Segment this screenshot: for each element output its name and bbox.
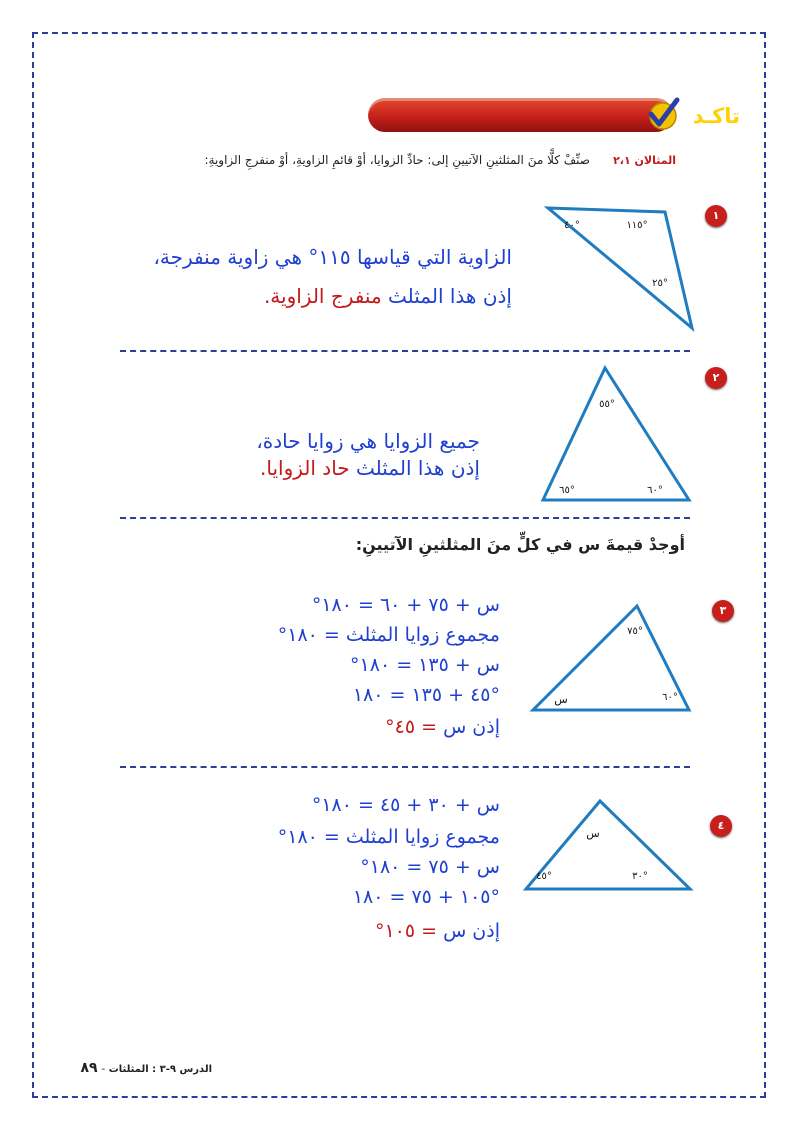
q4-result-value: = ١٠٥°: [374, 920, 438, 942]
question-number-1: ١: [705, 205, 727, 227]
checkmark-icon: [641, 94, 681, 134]
triangle-2: [535, 362, 695, 507]
triangle-4-angle-left: ٤٥°: [536, 871, 552, 882]
q3-step-3: س + ١٣٥ = ١٨٠°: [350, 654, 500, 676]
triangle-3-angle-left: س: [554, 693, 568, 706]
q2-conclusion-prefix: إذن هذا المثلث: [349, 456, 480, 480]
q4-result-prefix: إذن س: [437, 920, 500, 942]
q4-result: [200, 916, 500, 946]
triangle-2-angle-top: ٥٥°: [599, 399, 615, 410]
page-footer: الدرس ٩-٣ : المثلثات - ٨٩: [80, 1060, 212, 1076]
q3-result: [180, 712, 500, 742]
triangle-3-angle-right: ٦٠°: [662, 692, 678, 703]
section-heading: أوجدْ قيمةَ س في كلٍّ منَ المثلثينِ الآتيينِ:: [355, 535, 685, 554]
triangle-1: [540, 200, 700, 335]
banner-title: تاكـد: [692, 104, 740, 128]
separator-3: [120, 766, 690, 768]
q1-conclusion-prefix: إذن هذا المثلث: [381, 284, 512, 308]
triangle-3: [525, 598, 695, 718]
q1-answer: منفرج الزاوية.: [263, 284, 382, 308]
q2-explanation: جميع الزوايا هي زوايا حادة،: [256, 429, 480, 453]
q3-step-1: س + ٧٥ + ٦٠ = ١٨٠°: [311, 594, 500, 616]
lesson-title: الدرس ٩-٣ : المثلثات: [108, 1064, 212, 1075]
q4-step-2: مجموع زوايا المثلث = ١٨٠°: [277, 826, 500, 848]
q4-step-3: س + ٧٥ = ١٨٠°: [360, 856, 500, 878]
triangle-4-angle-top: س: [586, 827, 600, 840]
triangle-1-angle-c: ٢٥°: [652, 278, 668, 289]
question-number-3: ٣: [712, 600, 734, 622]
separator-1: [120, 350, 690, 352]
triangle-4-angle-right: ٣٠°: [632, 871, 648, 882]
question-number-2: ٢: [705, 367, 727, 389]
page-number: ٨٩: [80, 1060, 98, 1076]
triangle-3-angle-top: ٧٥°: [627, 626, 643, 637]
q1-conclusion: [120, 283, 512, 309]
triangle-2-angle-left: ٦٥°: [559, 485, 575, 496]
q4-step-4: ١٠٥ + ٧٥ = ١٨٠°: [352, 886, 500, 908]
q3-step-2: مجموع زوايا المثلث = ١٨٠°: [277, 624, 500, 646]
q1-explanation: الزاوية التي قياسها ١١٥° هي زاوية منفرجة،: [153, 245, 512, 269]
triangle-2-angle-right: ٦٠°: [647, 485, 663, 496]
instruction-text: صنِّفْ كلًّا منَ المثلثينِ الآتيينِ إلى: حادِّ الزوايا، أوْ قائمِ الزاويةِ، أوْ منفرجِ الزاويةِ:: [204, 153, 590, 167]
triangle-1-angle-b: ١١٥°: [626, 220, 648, 231]
q4-step-1: س + ٣٠ + ٤٥ = ١٨٠°: [311, 794, 500, 816]
triangle-4: [518, 795, 698, 905]
examples-reference: المثالان ٢،١: [613, 154, 676, 167]
q2-conclusion: [150, 455, 480, 481]
q2-answer: حاد الزوايا.: [260, 456, 350, 480]
question-number-4: ٤: [710, 815, 732, 837]
q3-result-value: = ٤٥°: [385, 716, 438, 738]
triangle-1-angle-a: ٤٠°: [564, 220, 580, 231]
q3-result-prefix: إذن س: [437, 716, 500, 738]
q3-step-4: ٤٥ + ١٣٥ = ١٨٠°: [352, 684, 500, 706]
separator-2: [120, 517, 690, 519]
